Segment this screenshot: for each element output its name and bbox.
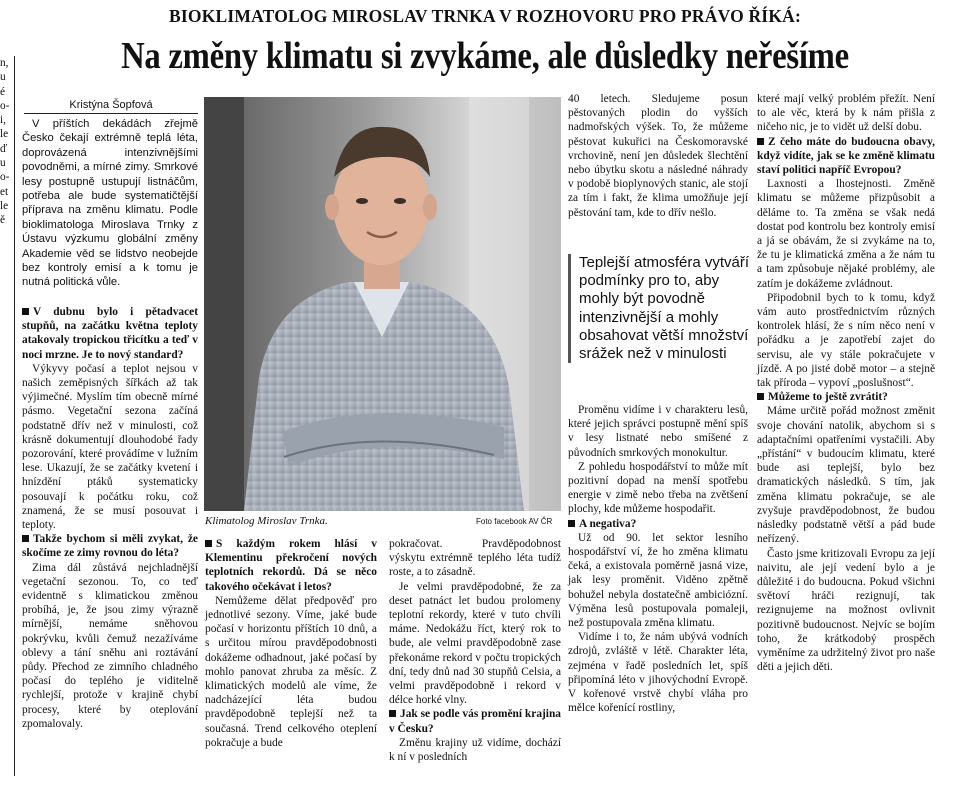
neighbour-fragment-line: n, — [0, 57, 9, 69]
bullet-square-icon — [757, 138, 764, 145]
answer-4-continued: 40 letech. Sledujeme posun pěstovaných plodin do vyšších nadmořských výšek. To, že můžeme pěstovat kukuřici na Českomoravské vrchovině, není jen důsledek šlechtění nebo úbytku skotu a následné náhrady v podobě bioplynových stanic, ale stojí za tím i fakt, že klima umožňuje její pěstování tam, kde to dřív nešlo. — [568, 93, 748, 219]
answer-4-part-3: Z pohledu hospodářství to může mít pozitivní dopad na menší spotřebu energie v zimě nebo třeba na zvětšení plochy, kde můžeme hospodařit. — [568, 460, 748, 516]
byline-rule — [24, 113, 198, 114]
answer-6-part-2: Připodobnil bych to k tomu, když vám auto prostřednictvím různých kontrolek hlásí, že s ním něco není v pořádku a je zapotřebí zajet do servisu, ale vy stále pokračujete v jízdě. A po jisté době motor – a stejně tak příroda – vypoví „poslušnost“. — [757, 291, 935, 390]
perex-text: V příštích dekádách zřejmě Česko čekají extrémně teplá léta, doprovázená intenzivnějšími povodněmi, a mírné zimy. Smrkové lesy postupně ustupují listnáčům, potřeba ale bude systematičtější příprava na změnu klimatu. Podle bioklimatologa Miroslava Trnky z Ústavu výzkumu globální změny Akademie věd se lidstvo neobejde bez kontroly emisí a k tomu je nutná politická vůle. — [22, 118, 198, 289]
answer-7-part-2: Často jsme kritizovali Evropu za její naivitu, ale její vedení bylo a je důležité i do budoucna. Pokud všichni světoví hráči rezignují, tak rezignujeme na možnost ovlivnit pozitivně budoucnost. Nejvíc se bojím toho, že krátkodobý prospěch vyměníme za udržitelný život pro naše děti a jejich děti. — [757, 547, 935, 674]
headline: Na změny klimatu si zvykáme, ale důsledky neřešíme — [121, 35, 849, 77]
answer-1: Výkyvy počasí a teplot nejsou v našich zeměpisných šířkách až tak výjimečné. Myslím tím obecně mírné pásmo. Vegetační sezona začíná podstatně dřív než v minulosti, což krásně dokumentují dlouhodobé řady pozorování, které provádíme v lužním lese. Ukazují, že se začátky kvetení i hnízdění ptáků systematicky posouvají k počátku roku, což znamená, že se musí posouvat i teploty. — [22, 362, 198, 532]
question-5: A negativa? — [568, 517, 748, 531]
neighbour-fragment-line: ď — [0, 142, 8, 155]
answer-4-part-2: Proměnu vidíme i v charakteru lesů, které jejich správci postupně mění spíš v lesy listnaté nebo smíšené z původních smrkových monokultur. — [568, 404, 748, 459]
answer-3-part-2: Je velmi pravděpodobné, že za deset patnáct let budou prolomeny teplotní rekordy, které v tuto chvíli máme. Nedokážu říct, který rok to bude, ale velmi pravděpodobně zase překonáme rekord v počtu tropických dní, tedy dnů nad 30 stupňů Celsia, a velmi pravděpodobně i rekord v délce horké vlny. — [389, 580, 561, 707]
question-1: V dubnu bylo i pětadvacet stupňů, na začátku května teploty atakovaly tropickou třicítku a teď v noci mrzne. Je to nový standard? — [22, 306, 198, 361]
answer-7: Máme určitě pořád možnost změnit svoje chování natolik, abychom si s adaptačními opatřeními vystačili. Aby „přístání“ v budoucím klimatu, které bude asi teplejší, bylo bez dramatických následků. S tím, jak změna klimatu pokračuje, se ale zvyšuje pravděpodobnost, že budou následky podstatně větší a pád bude neřízený. — [757, 405, 935, 546]
column-4-top — [568, 92, 748, 220]
answer-3: Nemůžeme dělat předpověď pro jednotlivé sezony. Víme, jaké bude počasí v horizontu příštích 10 dnů, a s určitou mírou pravděpodobnosti dokážeme odhadnout, jaké počasí by mohlo panovat zhruba za měsíc. Z klimatických modelů ale víme, že nadcházející léta budou pravděpodobně teplejší než ta současná. Trend celkového oteplení pokračuje a bude — [205, 594, 377, 749]
bullet-square-icon — [22, 535, 29, 542]
bullet-square-icon — [205, 540, 212, 547]
portrait-photo — [204, 97, 561, 511]
bullet-square-icon — [568, 520, 575, 527]
question-4: Jak se podle vás promění krajina v Česku? — [389, 708, 561, 735]
neighbour-fragment-line: ě — [0, 214, 6, 227]
question-2: Takže bychom si měli zvykat, že skočíme ze zimy rovnou do léta? — [22, 533, 198, 560]
answer-5-continued: které mají velký problém přežít. Není to ale věc, která by k nám přišla z ničeho nic, je to vidět už delší dobu. — [757, 93, 935, 134]
portrait-illustration — [204, 97, 561, 511]
neighbour-fragment-line: et — [0, 185, 9, 198]
question-7: Můžeme to ještě zvrátit? — [757, 390, 935, 404]
photo-credit: Foto facebook AV ČR — [476, 517, 553, 526]
bullet-square-icon — [22, 308, 29, 315]
perex — [22, 117, 198, 290]
answer-2: Zima dál zůstává nejchladnější vegetační sezonou. To, co teď evidentně s klimatickou změnou probíhá, je, že jsou zimy výrazně mírnější, nemáme sněhovou pokrývku, kvůli čemuž nezažíváme oblevy a tání sněhu ani roztávání půdy. Přechod ze zimního chladného počasí do teplého je viditelně rychlejší, protože v krajině chybí procesy, které by oteplování zpomalovaly. — [22, 561, 198, 730]
answer-5: Už od 90. let sektor lesního hospodářství ví, že ho změna klimatu čeká, a existovala poměrně jasná vize, jak lesy proměnit. Viděno zpětně bohužel nebyla dostatečně ambiciózní. Výměna lesů postupovala pomaleji, než postupovala změna klimatu. — [568, 531, 748, 630]
question-3: S každým rokem hlásí v Klementinu překročení nových teplotních rekordů. Dá se něco takového očekávat i letos? — [205, 538, 377, 593]
neighbour-fragment-line: le — [0, 199, 9, 212]
neighbour-fragment-line: u — [0, 71, 6, 84]
column-divider — [14, 56, 15, 776]
answer-6: Laxnosti a lhostejnosti. Změně klimatu se můžeme přizpůsobit a děláme to. Ta změna se však nedá dostat pod kontrolu bez kontroly emisí a já se obávám, že si zvykáme na to, že tu je klimatická změna a že nám tu a tam způsobuje nějaké problémy, ale zatím je dokážeme zvládnout. — [757, 178, 935, 290]
neighbour-fragment-line: u — [0, 157, 6, 170]
photo-caption: Klimatolog Miroslav Trnka. — [205, 515, 328, 527]
neighbour-fragment-line: i, — [0, 114, 6, 127]
question-6: Z čeho máte do budoucna obavy, když vidíte, jak se ke změně klimatu staví politici napříč Evropou? — [757, 135, 935, 177]
column-5 — [757, 92, 935, 674]
column-4-bottom — [568, 403, 748, 715]
answer-5-part-2: Vidíme i to, že nám ubývá vodních zdrojů, zvláště v létě. Charakter léta, zejména v řadě posledních let, spíš připomíná léto v jihovýchodní Evropě. V kořenové vrstvě chybí vláha pro mělce kořenící rostliny, — [568, 631, 748, 715]
neighbour-fragment-line: o- — [0, 99, 10, 112]
neighbour-column-fragment — [0, 56, 13, 228]
bullet-square-icon — [389, 710, 396, 717]
neighbour-fragment-line: é — [0, 85, 6, 98]
pull-quote: Teplejší atmosféra vytváří podmínky pro to, aby mohly být povodně intenzivnější a mohly obsahovat větší množství srážek než v minulosti — [568, 254, 759, 363]
neighbour-fragment-line: o- — [0, 171, 10, 184]
kicker: BIOKLIMATOLOG MIROSLAV TRNKA V ROZHOVORU PRO PRÁVO ŘÍKÁ: — [169, 6, 801, 26]
column-3 — [389, 537, 561, 764]
author-byline — [24, 99, 198, 114]
author-name: Kristýna Šopfová — [69, 99, 153, 111]
bullet-square-icon — [757, 393, 764, 400]
column-1 — [22, 305, 198, 731]
answer-4: Změnu krajiny už vidíme, dochází k ní v posledních — [389, 736, 561, 764]
answer-3-continued: pokračovat. Pravděpodobnost výskytu extrémně teplého léta tudíž roste, a to zásadně. — [389, 538, 561, 579]
neighbour-fragment-line: le — [0, 128, 9, 141]
column-2 — [205, 537, 377, 750]
